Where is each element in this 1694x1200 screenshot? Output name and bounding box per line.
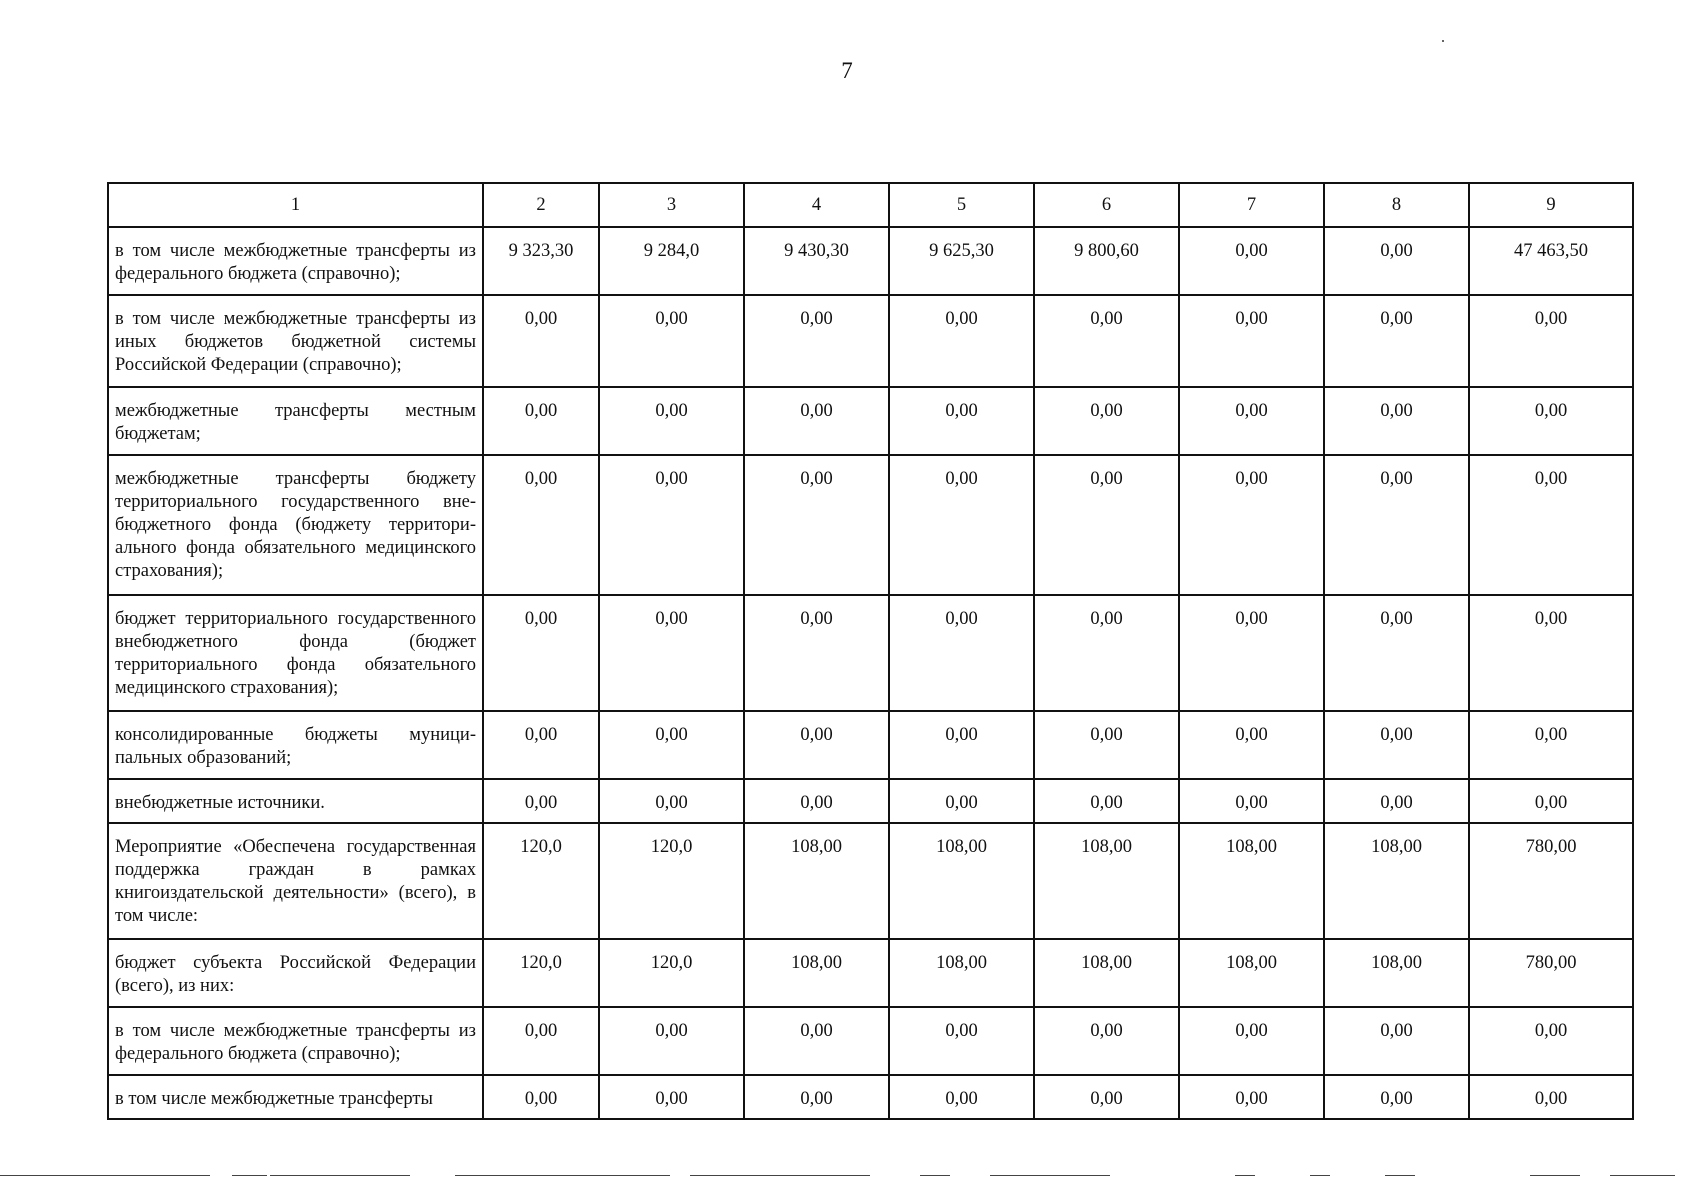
value-cell: 0,00 <box>1469 1007 1633 1075</box>
table-row <box>108 595 1633 711</box>
value-cell: 0,00 <box>744 711 889 779</box>
value-cell: 780,00 <box>1469 939 1633 1007</box>
value-cell: 0,00 <box>1179 779 1324 823</box>
value-cell: 0,00 <box>1469 779 1633 823</box>
value-cell: 0,00 <box>1179 455 1324 595</box>
value-cell: 0,00 <box>1324 1075 1469 1119</box>
value-cell: 108,00 <box>1034 939 1179 1007</box>
header-cell: 3 <box>599 183 744 227</box>
value-cell: 108,00 <box>889 939 1034 1007</box>
value-cell: 0,00 <box>1469 455 1633 595</box>
value-cell: 0,00 <box>1034 387 1179 455</box>
row-label: межбюджетные трансферты местным бюджетам; <box>108 387 483 455</box>
value-cell: 0,00 <box>483 455 599 595</box>
table-row <box>108 455 1633 595</box>
value-cell: 0,00 <box>1179 295 1324 387</box>
value-cell: 108,00 <box>1179 939 1324 1007</box>
value-cell: 0,00 <box>1324 295 1469 387</box>
value-cell: 108,00 <box>889 823 1034 939</box>
value-cell: 0,00 <box>1034 455 1179 595</box>
header-cell: 1 <box>108 183 483 227</box>
value-cell: 0,00 <box>1324 387 1469 455</box>
row-label: в том числе межбюджетные трансферты из федерального бюджета (справочно); <box>108 227 483 295</box>
header-cell: 8 <box>1324 183 1469 227</box>
value-cell: 0,00 <box>1324 1007 1469 1075</box>
value-cell: 120,0 <box>599 823 744 939</box>
header-cell: 2 <box>483 183 599 227</box>
row-label: внебюджетные источники. <box>108 779 483 823</box>
value-cell: 0,00 <box>889 779 1034 823</box>
value-cell: 0,00 <box>889 295 1034 387</box>
scan-speck <box>1442 40 1444 42</box>
row-label: межбюджетные трансферты бюджету территориального государственного внебюджетного фонда (бюджету территориального фонда обязательного медицинского страхования); <box>108 455 483 595</box>
value-cell: 0,00 <box>599 595 744 711</box>
value-cell: 9 323,30 <box>483 227 599 295</box>
value-cell: 9 800,60 <box>1034 227 1179 295</box>
value-cell: 0,00 <box>744 595 889 711</box>
value-cell: 0,00 <box>483 1075 599 1119</box>
value-cell: 0,00 <box>1324 595 1469 711</box>
value-cell: 0,00 <box>1469 595 1633 711</box>
value-cell: 9 430,30 <box>744 227 889 295</box>
header-cell: 4 <box>744 183 889 227</box>
value-cell: 0,00 <box>889 711 1034 779</box>
table-row <box>108 295 1633 387</box>
value-cell: 0,00 <box>1034 295 1179 387</box>
table-row <box>108 227 1633 295</box>
value-cell: 0,00 <box>1469 1075 1633 1119</box>
value-cell: 0,00 <box>599 779 744 823</box>
table-body <box>108 183 1633 1119</box>
value-cell: 108,00 <box>1179 823 1324 939</box>
value-cell: 0,00 <box>599 295 744 387</box>
row-label: в том числе межбюджетные трансферты из иных бюджетов бюджетной системы Российской Федерации (справочно); <box>108 295 483 387</box>
table-row <box>108 939 1633 1007</box>
value-cell: 108,00 <box>1034 823 1179 939</box>
table-row <box>108 779 1633 823</box>
value-cell: 0,00 <box>1034 779 1179 823</box>
header-cell: 5 <box>889 183 1034 227</box>
value-cell: 0,00 <box>1179 1075 1324 1119</box>
value-cell: 0,00 <box>1179 227 1324 295</box>
value-cell: 0,00 <box>1469 387 1633 455</box>
value-cell: 0,00 <box>1179 387 1324 455</box>
value-cell: 0,00 <box>1034 711 1179 779</box>
value-cell: 0,00 <box>599 711 744 779</box>
row-label: Мероприятие «Обеспечена государственная поддержка граждан в рамках книгоиздательской деятельности» (всего), в том числе: <box>108 823 483 939</box>
value-cell: 120,0 <box>483 939 599 1007</box>
row-label: в том числе межбюджетные трансферты <box>108 1075 483 1119</box>
value-cell: 108,00 <box>744 939 889 1007</box>
value-cell: 9 284,0 <box>599 227 744 295</box>
value-cell: 0,00 <box>889 455 1034 595</box>
value-cell: 0,00 <box>1034 1007 1179 1075</box>
value-cell: 0,00 <box>599 1075 744 1119</box>
table-row <box>108 1075 1633 1119</box>
value-cell: 0,00 <box>889 1007 1034 1075</box>
value-cell: 0,00 <box>889 1075 1034 1119</box>
value-cell: 0,00 <box>483 295 599 387</box>
value-cell: 0,00 <box>483 779 599 823</box>
header-cell: 7 <box>1179 183 1324 227</box>
value-cell: 0,00 <box>483 711 599 779</box>
value-cell: 0,00 <box>599 455 744 595</box>
table-row <box>108 387 1633 455</box>
value-cell: 0,00 <box>1324 227 1469 295</box>
value-cell: 0,00 <box>599 387 744 455</box>
value-cell: 780,00 <box>1469 823 1633 939</box>
value-cell: 0,00 <box>483 387 599 455</box>
value-cell: 0,00 <box>1179 711 1324 779</box>
page-number: 7 <box>841 58 853 83</box>
value-cell: 120,0 <box>483 823 599 939</box>
value-cell: 0,00 <box>599 1007 744 1075</box>
table-row <box>108 711 1633 779</box>
value-cell: 0,00 <box>1179 595 1324 711</box>
table-row <box>108 823 1633 939</box>
value-cell: 108,00 <box>1324 939 1469 1007</box>
row-label: бюджет субъекта Российской Федерации (всего), из них: <box>108 939 483 1007</box>
value-cell: 0,00 <box>1324 711 1469 779</box>
header-cell: 6 <box>1034 183 1179 227</box>
value-cell: 0,00 <box>1324 779 1469 823</box>
value-cell: 9 625,30 <box>889 227 1034 295</box>
value-cell: 0,00 <box>1034 1075 1179 1119</box>
value-cell: 0,00 <box>483 595 599 711</box>
table-row <box>108 1007 1633 1075</box>
value-cell: 0,00 <box>744 779 889 823</box>
value-cell: 0,00 <box>1179 1007 1324 1075</box>
value-cell: 0,00 <box>744 295 889 387</box>
value-cell: 0,00 <box>1034 595 1179 711</box>
value-cell: 0,00 <box>889 595 1034 711</box>
value-cell: 0,00 <box>1469 295 1633 387</box>
value-cell: 120,0 <box>599 939 744 1007</box>
row-label: в том числе межбюджетные трансферты из федерального бюджета (справочно); <box>108 1007 483 1075</box>
value-cell: 0,00 <box>483 1007 599 1075</box>
value-cell: 0,00 <box>744 1075 889 1119</box>
header-row <box>108 183 1633 227</box>
scan-artifact-lines <box>0 1175 1694 1187</box>
row-label: консолидированные бюджеты муниципальных образований; <box>108 711 483 779</box>
budget-table <box>107 182 1634 1120</box>
header-cell: 9 <box>1469 183 1633 227</box>
value-cell: 47 463,50 <box>1469 227 1633 295</box>
value-cell: 0,00 <box>1324 455 1469 595</box>
value-cell: 108,00 <box>744 823 889 939</box>
value-cell: 0,00 <box>744 387 889 455</box>
value-cell: 108,00 <box>1324 823 1469 939</box>
value-cell: 0,00 <box>744 455 889 595</box>
value-cell: 0,00 <box>1469 711 1633 779</box>
row-label: бюджет территориального государственного внебюджетного фонда (бюджет территориального фонда обязательного медицинского страхования); <box>108 595 483 711</box>
value-cell: 0,00 <box>744 1007 889 1075</box>
value-cell: 0,00 <box>889 387 1034 455</box>
